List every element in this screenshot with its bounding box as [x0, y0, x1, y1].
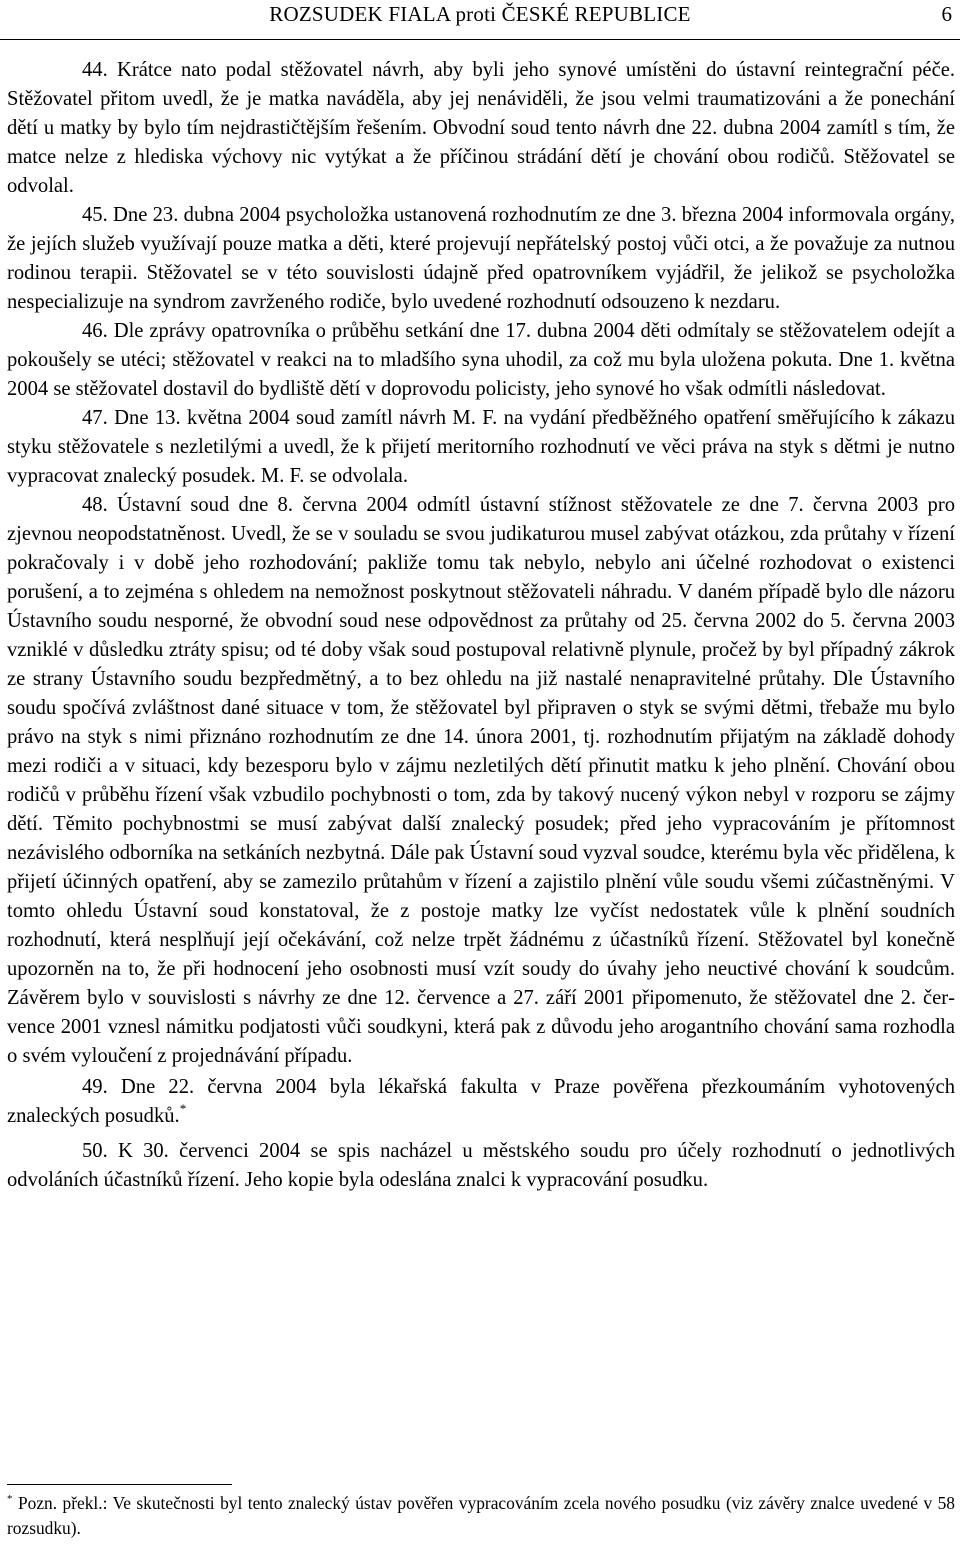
paragraph-48: 48. Ústavní soud dne 8. června 2004 odmítl ústavní stížnost stěžovatele ze dne 7. června 2003 pro zjevnou neopodstatněnost. Uvedl, že se v souladu se svou judikaturou musel zabývat otázkou, zda průtahy v řízení pokračovaly i v době jeho rozhodování; pakliže tomu tak nebylo, nebylo ani účelné rozhodovat o existenci porušení, a to zejména s ohledem na nemožnost poskytnout stěžovateli náhradu. V daném případě bylo dle názoru Ústavního soudu nesporné, že obvodní soud nese odpovědnost za průtahy od 25. června 2002 do 5. června 2003 vzniklé v důsledku ztráty spisu; od té doby však soud postupoval relativně plynule, pročež by byl případný zákrok ze strany Ústavního soudu bezpředmětný, a to bez ohledu na již nastalé nenapravitelné průtahy. Dle Ústavního soudu spočívá zvláštnost dané situace v tom, že stěžovatel byl připraven o styk se svými dětmi, třebaže mu bylo právo na styk s nimi přiznáno rozhodnutím ze dne 14. února 2001, tj. rozhodnutím přijatým na základě dohody mezi rodiči a v situaci, kdy bezesporu bylo v zájmu nezletilých dětí přinutit matku k jeho plnění. Chování obou rodičů v průběhu řízení však vzbudilo pochybnosti o tom, zda by takový nucený výkon nebyl v rozporu se zájmy dětí. Těmito pochybnostmi se musí zabývat další znalecký posudek; před jeho vypracováním je přítomnost nezávislého odborníka na setkáních nezbytná. Dále pak Ústavní soud vyzval soudce, kterému byla věc přidělena, k přijetí účinných opatření, aby se zamezilo průtahům v řízení a zajistilo plnění vůle soudu všemi zúčastněnými. V tomto ohledu Ústavní soud konstatoval, že z postoje matky lze vyčíst nedostatek vůle k plnění soudních rozhodnutí, která nesplňují její očekávání, což nelze trpět žádnému z účastníků řízení. Stěžovatel byl konečně upozorněn na to, že při hodnocení jeho osobnosti musí vzít soudy do úvahy jeho neuctivé chování k soudcům. Závěrem bylo v souvislosti s návrhy ze dne 12. července a 27. září 2001 připomenuto, že stěžovatel dne 2. července 2001 vznesl námitku podjatosti vůči soudkyni, která pak z důvodu jeho arogantního chování sama rozhodla o svém vyloučení z projednávání případu. — [7, 494, 955, 1067]
footnote-marker: * — [7, 1493, 13, 1505]
footnote-reference[interactable]: * — [179, 1101, 187, 1116]
running-header — [0, 0, 960, 40]
paragraph-44: 44. Krátce nato podal stěžovatel návrh, aby byli jeho synové umístěni do ústavní reintegrační péče. Stěžovatel přitom uvedl, že je matka naváděla, aby jej nenáviděli, že jsou velmi traumatizováni a že ponechání dětí u matky by bylo tím nejdrastičtějším řešením. Obvodní soud tento návrh dne 22. dubna 2004 zamítl s tím, že matce nelze z hlediska výchovy nic vytýkat a že příčinou strádání dětí je chování obou rodičů. Stěžovatel se odvolal. — [7, 59, 955, 197]
paragraph-47: 47. Dne 13. května 2004 soud zamítl návrh M. F. na vydání předběžného opatření směřujícího k zákazu styku stěžovatele s nezletilými a uvedl, že k přijetí meritorního rozhodnutí ve věci práva na styk s dětmi je nutno vypracovat znalecký posudek. M. F. se odvolala. — [7, 407, 955, 487]
paragraph-49-text: 49. Dne 22. června 2004 byla lékařská fakulta v Praze pověřena přezkoumáním vyhotovených znaleckých posudků. — [7, 1076, 955, 1127]
document-body — [7, 56, 955, 1195]
footnote-text: Pozn. překl.: Ve skutečnosti byl tento znalecký ústav pověřen vypracováním zcela nového posudku (viz závěry znalce uvedené v 58 rozsudku). — [7, 1493, 955, 1538]
header-title: ROZSUDEK FIALA proti ČESKÉ REPUBLICE — [269, 2, 691, 26]
paragraph-45: 45. Dne 23. dubna 2004 psycholožka ustanovená rozhodnutím ze dne 3. března 2004 informovala orgány, že jejích služeb využívají pouze matka a děti, které projevují nepřátelský postoj vůči otci, a že považuje za nutnou rodinou terapii. Stěžovatel se v této souvislosti údajně před opatrovníkem vyjádřil, že jelikož se psycholožka nespecializuje na syndrom zavrženého rodiče, bylo uvedené rozhodnutí odsouzeno k nezdaru. — [7, 204, 955, 313]
page-number: 6 — [941, 2, 952, 26]
footnote — [7, 1491, 955, 1541]
paragraph-50: 50. K 30. červenci 2004 se spis nacházel u městského soudu pro účely rozhodnutí o jednotlivých odvoláních účastníků řízení. Jeho kopie byla odeslána znalci k vypracování posudku. — [7, 1140, 955, 1191]
paragraph-46: 46. Dle zprávy opatrovníka o průběhu setkání dne 17. dubna 2004 děti odmítaly se stěžovatelem odejít a pokoušely se utéci; stěžovatel v reakci na to mladšího syna uhodil, za což mu byla uložena pokuta. Dne 1. května 2004 se stěžovatel dostavil do bydliště dětí v doprovodu policisty, jeho synové ho však odmítli následovat. — [7, 320, 955, 400]
paragraph-49 — [7, 1073, 955, 1131]
footnote-separator — [7, 1484, 232, 1485]
